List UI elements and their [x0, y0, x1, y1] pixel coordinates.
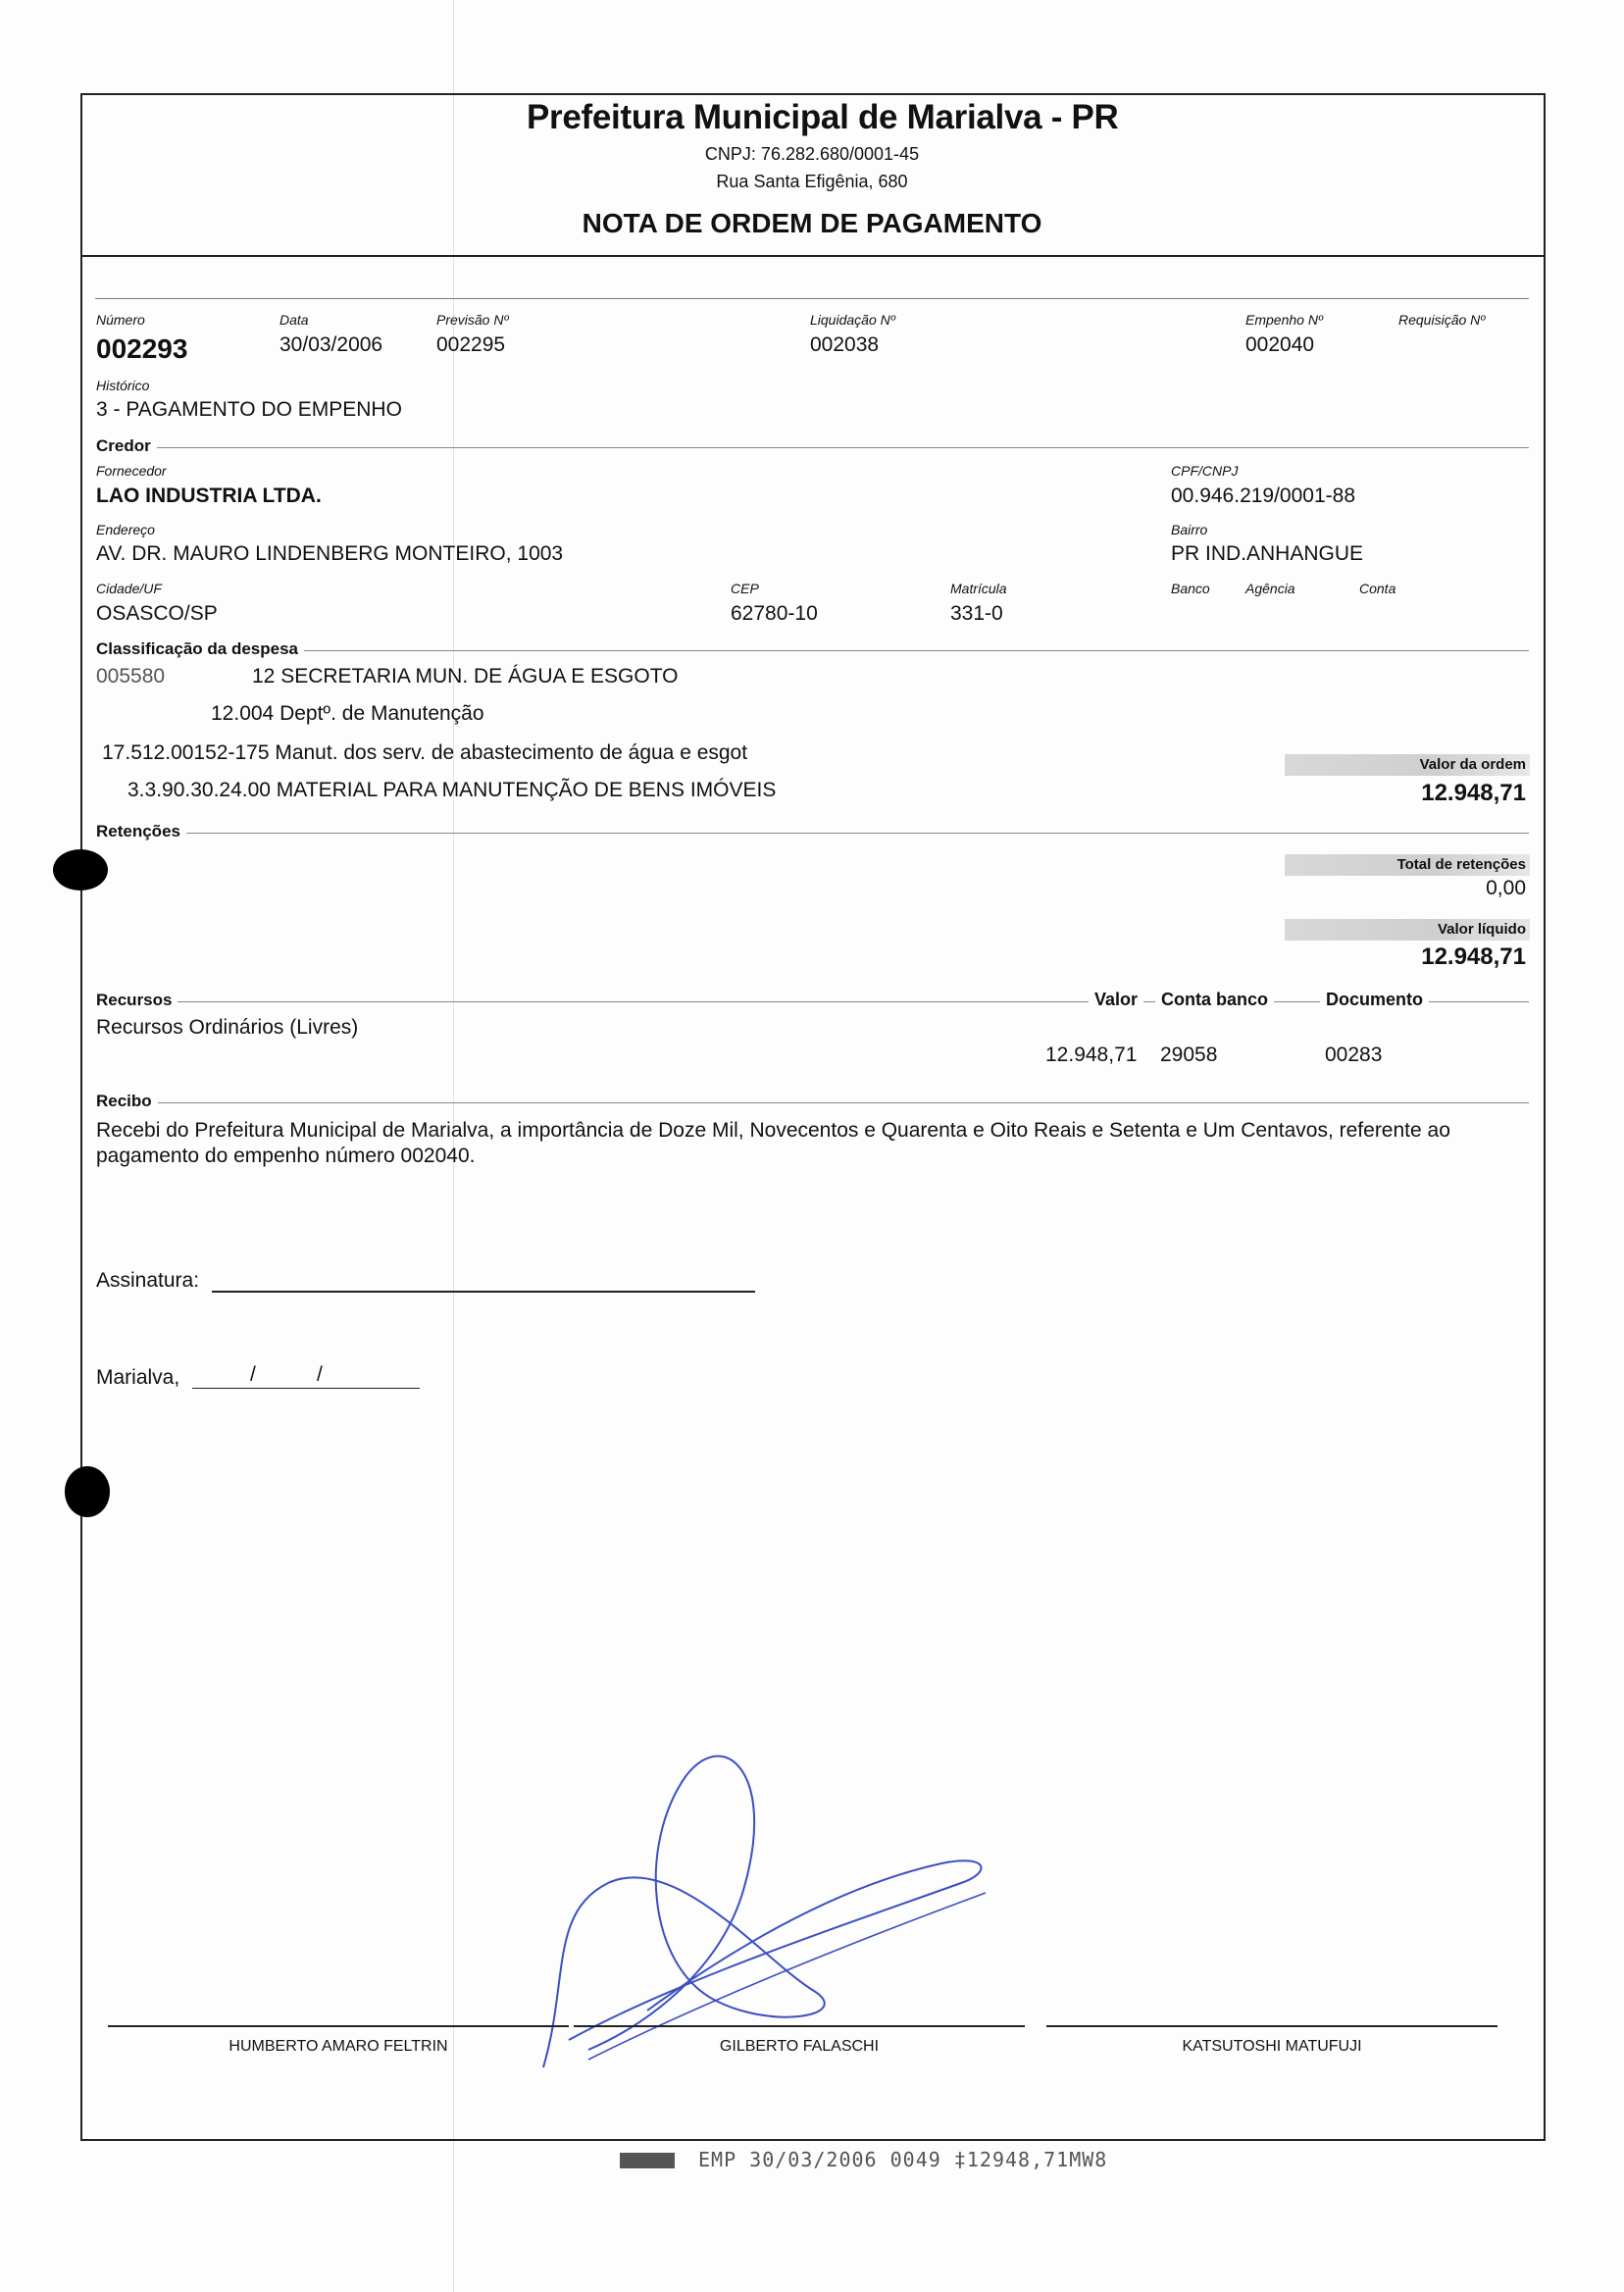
valor-ordem-value: 12.948,71: [1421, 780, 1526, 806]
data-value: 30/03/2006: [279, 333, 383, 356]
cidade-value: OSASCO/SP: [96, 602, 218, 625]
footer-stamp: EMP 30/03/2006 0049 ‡12948,71MW8: [698, 2148, 1108, 2171]
signature-line-1: [108, 2025, 569, 2027]
valor-ordem-label: Valor da ordem: [1419, 756, 1526, 773]
ids-top-rule: [95, 298, 1529, 299]
signatory-3: KATSUTOSHI MATUFUJI: [1182, 2038, 1362, 2055]
recursos-conta: 29058: [1160, 1044, 1218, 1066]
conta-label: Conta: [1359, 581, 1396, 596]
stamp-logo: [620, 2153, 675, 2168]
numero-value: 002293: [96, 333, 188, 364]
signature-line-2: [574, 2025, 1025, 2027]
previsao-label: Previsão Nº: [436, 312, 509, 328]
classificacao-line2: 12.004 Deptº. de Manutenção: [211, 702, 484, 725]
signature-line-3: [1046, 2025, 1497, 2027]
liquidacao-label: Liquidação Nº: [810, 312, 895, 328]
signatory-2: GILBERTO FALASCHI: [719, 2038, 880, 2055]
matricula-value: 331-0: [950, 602, 1003, 625]
signature-scribble: [530, 1736, 1000, 2079]
date-blank: [192, 1388, 420, 1389]
assinatura-line: [212, 1291, 755, 1293]
recursos-descricao: Recursos Ordinários (Livres): [96, 1016, 359, 1039]
classificacao-line1: 12 SECRETARIA MUN. DE ÁGUA E ESGOTO: [252, 665, 679, 688]
historico-value: 3 - PAGAMENTO DO EMPENHO: [96, 398, 402, 421]
liquidacao-value: 002038: [810, 333, 880, 356]
valor-liquido-label: Valor líquido: [1437, 921, 1526, 938]
empenho-label: Empenho Nº: [1245, 312, 1324, 328]
endereco-label: Endereço: [96, 522, 155, 537]
signatory-1: HUMBERTO AMARO FELTRIN: [228, 2038, 448, 2055]
assinatura-label: Assinatura:: [96, 1269, 200, 1292]
banco-label: Banco: [1171, 581, 1210, 596]
recibo-text: Recebi do Prefeitura Municipal de Marialva, a importância de Doze Mil, Novecentos e Quarenta e Oito Reais e Setenta e Um Centavos, referente ao pagamento do empenho número 002040.: [96, 1119, 1450, 1167]
historico-label: Histórico: [96, 378, 150, 393]
classificacao-rule: [96, 650, 1529, 651]
recursos-section: Recursos: [96, 991, 178, 1010]
header-separator: [80, 255, 1546, 257]
matricula-label: Matrícula: [950, 581, 1007, 596]
total-retencoes-label: Total de retenções: [1396, 856, 1526, 873]
previsao-value: 002295: [436, 333, 506, 356]
bairro-value: PR IND.ANHANGUE: [1171, 542, 1364, 565]
recursos-valor-label: Valor: [1089, 990, 1143, 1010]
cpf-label: CPF/CNPJ: [1171, 463, 1239, 479]
cidade-label: Cidade/UF: [96, 581, 162, 596]
recursos-rule: [96, 1001, 1529, 1002]
date-slash-1: /: [250, 1363, 256, 1386]
cnpj: CNPJ: 76.282.680/0001-45: [704, 144, 920, 164]
recursos-valor: 12.948,71: [1045, 1044, 1138, 1066]
agencia-label: Agência: [1245, 581, 1295, 596]
data-label: Data: [279, 312, 309, 328]
endereco-value: AV. DR. MAURO LINDENBERG MONTEIRO, 1003: [96, 542, 564, 565]
credor-rule: [96, 447, 1529, 448]
requisicao-label: Requisição Nº: [1398, 312, 1486, 328]
bairro-label: Bairro: [1171, 522, 1208, 537]
cpf-value: 00.946.219/0001-88: [1171, 484, 1356, 507]
credor-section: Credor: [96, 436, 157, 456]
page-title: Prefeitura Municipal de Marialva - PR: [527, 98, 1119, 136]
fornecedor-label: Fornecedor: [96, 463, 167, 479]
recursos-documento-label: Documento: [1320, 990, 1429, 1010]
classificacao-section: Classificação da despesa: [96, 639, 304, 659]
valor-liquido-value: 12.948,71: [1421, 943, 1526, 970]
recibo-rule: [96, 1102, 1529, 1103]
numero-label: Número: [96, 312, 145, 328]
punch-hole-top: [53, 849, 108, 891]
punch-hole-bottom: [65, 1466, 110, 1517]
date-slash-2: /: [317, 1363, 323, 1386]
address: Rua Santa Efigênia, 680: [716, 172, 908, 191]
cep-label: CEP: [731, 581, 759, 596]
total-retencoes-value: 0,00: [1486, 877, 1526, 899]
classificacao-code: 005580: [96, 665, 166, 688]
local-label: Marialva,: [96, 1366, 180, 1389]
recursos-conta-label: Conta banco: [1155, 990, 1274, 1010]
classificacao-line3: 17.512.00152-175 Manut. dos serv. de abastecimento de água e esgot: [102, 741, 748, 764]
fornecedor-value: LAO INDUSTRIA LTDA.: [96, 484, 322, 507]
retencoes-section: Retenções: [96, 822, 186, 841]
empenho-value: 002040: [1245, 333, 1315, 356]
classificacao-line4: 3.3.90.30.24.00 MATERIAL PARA MANUTENÇÃO DE BENS IMÓVEIS: [127, 779, 777, 801]
retencoes-rule: [96, 833, 1529, 834]
cep-value: 62780-10: [731, 602, 818, 625]
recursos-documento: 00283: [1325, 1044, 1383, 1066]
recibo-section: Recibo: [96, 1092, 158, 1111]
document-title: NOTA DE ORDEM DE PAGAMENTO: [582, 208, 1042, 238]
